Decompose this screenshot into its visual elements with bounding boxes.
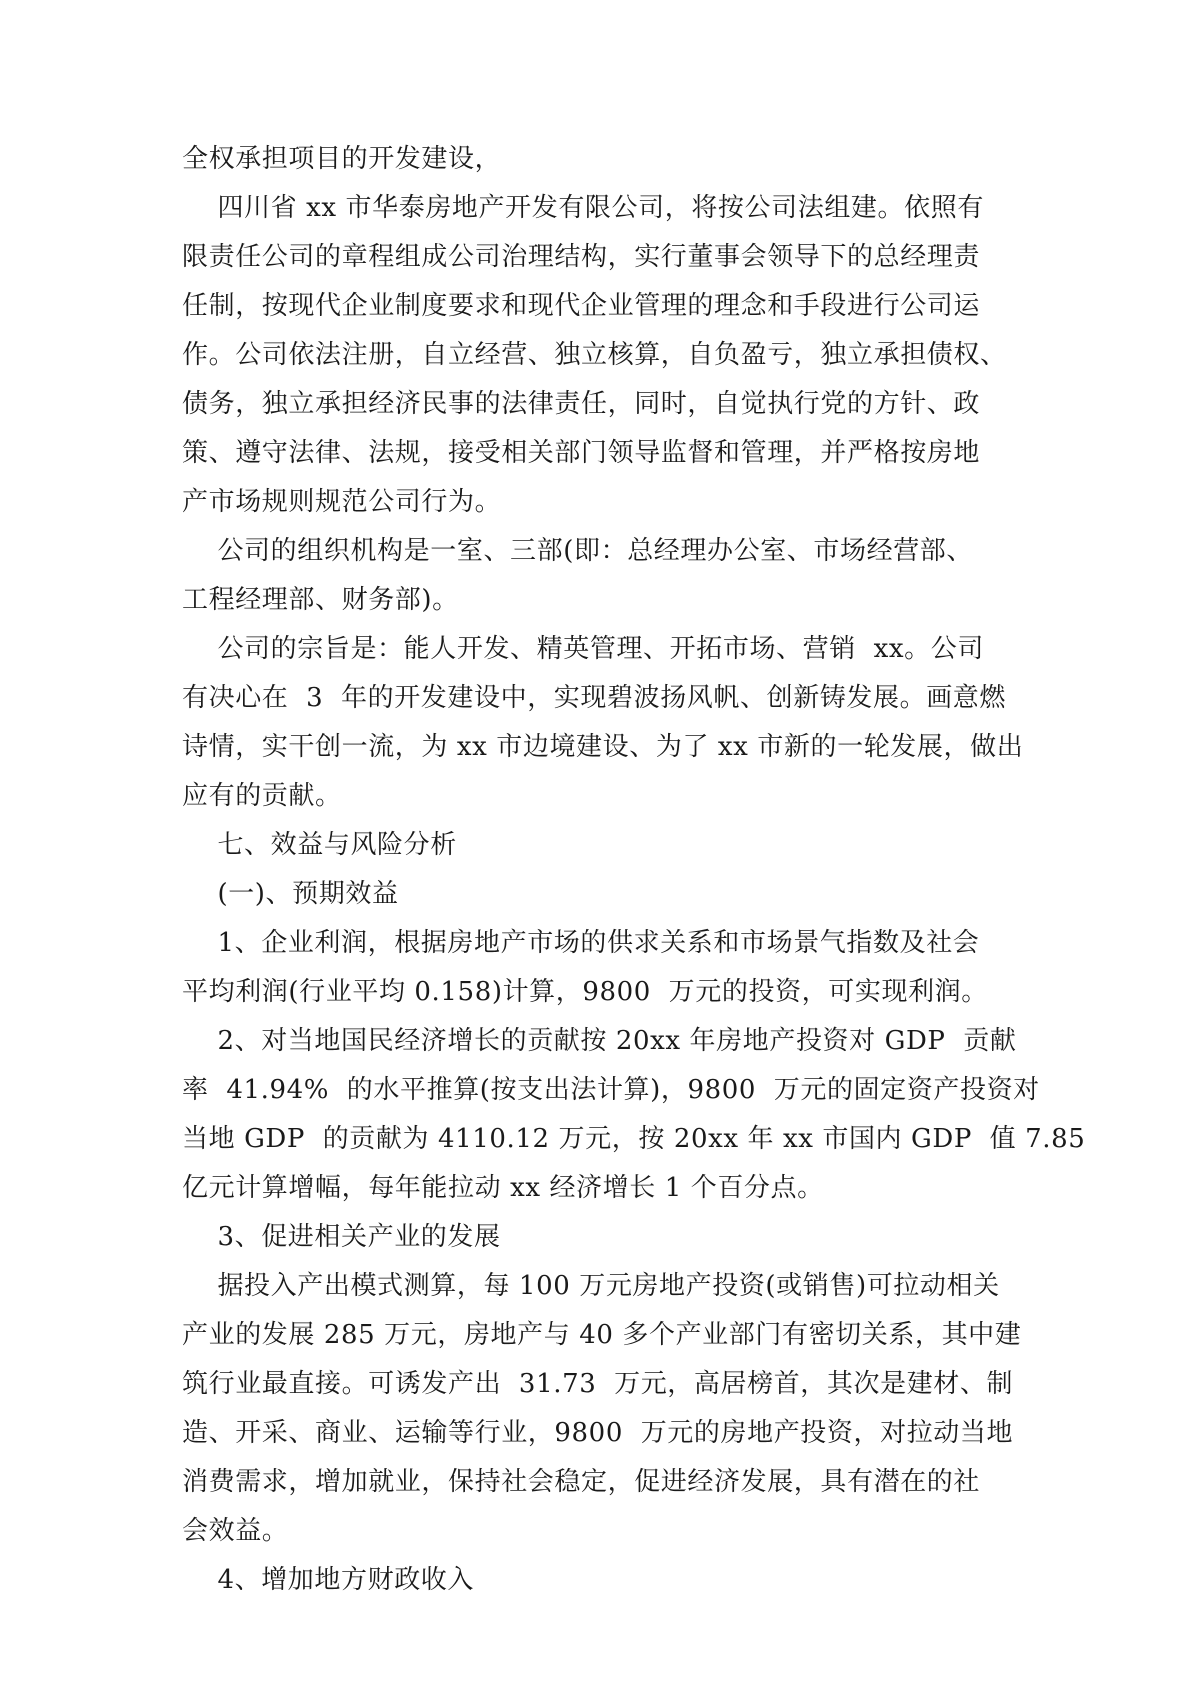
text-line: 4、增加地方财政收入 <box>182 1565 475 1595</box>
text-line: 3、促进相关产业的发展 <box>182 1222 501 1252</box>
text-line: 当地 GDP 的贡献为 4110.12 万元，按 20xx 年 xx 市国内 GDP 值 7.85 <box>182 1124 1086 1154</box>
text-line: 率 41.94% 的水平推算(按支出法计算)，9800 万元的固定资产投资对 <box>182 1075 1040 1105</box>
text-line: (一)、预期效益 <box>182 879 399 909</box>
text-line: 四川省 xx 市华泰房地产开发有限公司，将按公司法组建。依照有 <box>182 193 984 223</box>
text-line: 有决心在 3 年的开发建设中，实现碧波扬风帆、创新铸发展。画意燃 <box>182 683 1007 713</box>
paragraph <box>182 184 1018 527</box>
paragraph <box>182 1017 1086 1213</box>
text-line: 应有的贡献。 <box>182 781 342 811</box>
text-line: 债务，独立承担经济民事的法律责任，同时，自觉执行党的方针、政 <box>182 389 981 419</box>
text-line: 2、对当地国民经济增长的贡献按 20xx 年房地产投资对 GDP 贡献 <box>182 1026 1017 1056</box>
text-line: 造、开采、商业、运输等行业，9800 万元的房地产投资，对拉动当地 <box>182 1418 1014 1448</box>
text-line: 作。公司依法注册，自立经营、独立核算，自负盈亏，独立承担债权、 <box>182 340 1007 370</box>
document-body <box>182 135 1086 1605</box>
paragraph <box>182 527 1018 625</box>
text-line: 产市场规则规范公司行为。 <box>182 487 502 517</box>
text-line: 公司的组织机构是一室、三部(即：总经理办公室、市场经营部、 <box>182 536 974 566</box>
text-line: 会效益。 <box>182 1516 289 1546</box>
text-line: 任制，按现代企业制度要求和现代企业管理的理念和手段进行公司运 <box>182 291 981 321</box>
text-line: 工程经理部、财务部)。 <box>182 585 459 615</box>
text-line: 亿元计算增幅，每年能拉动 xx 经济增长 1 个百分点。 <box>182 1173 824 1203</box>
text-line: 筑行业最直接。可诱发产出 31.73 万元，高居榜首，其次是建材、制 <box>182 1369 1014 1399</box>
text-line: 七、效益与风险分析 <box>182 830 457 860</box>
paragraph <box>182 870 1018 919</box>
text-line: 全权承担项目的开发建设， <box>182 144 502 174</box>
text-line: 产业的发展 285 万元，房地产与 40 多个产业部门有密切关系，其中建 <box>182 1320 1022 1350</box>
paragraph <box>182 919 1018 1017</box>
paragraph <box>182 821 1018 870</box>
paragraph <box>182 625 1024 821</box>
text-line: 策、遵守法律、法规，接受相关部门领导监督和管理，并严格按房地 <box>182 438 981 468</box>
text-line: 诗情，实干创一流，为 xx 市边境建设、为了 xx 市新的一轮发展，做出 <box>182 732 1024 762</box>
text-line: 限责任公司的章程组成公司治理结构，实行董事会领导下的总经理责 <box>182 242 981 272</box>
text-line: 1、企业利润，根据房地产市场的供求关系和市场景气指数及社会 <box>182 928 980 958</box>
text-line: 消费需求，增加就业，保持社会稳定，促进经济发展，具有潜在的社 <box>182 1467 981 1497</box>
text-line: 公司的宗旨是：能人开发、精英管理、开拓市场、营销 xx。公司 <box>182 634 984 664</box>
paragraph <box>182 1556 1018 1605</box>
paragraph <box>182 135 1018 184</box>
text-line: 据投入产出模式测算，每 100 万元房地产投资(或销售)可拉动相关 <box>182 1271 1000 1301</box>
text-line: 平均利润(行业平均 0.158)计算，9800 万元的投资，可实现利润。 <box>182 977 988 1007</box>
paragraph <box>182 1262 1022 1556</box>
paragraph <box>182 1213 1018 1262</box>
